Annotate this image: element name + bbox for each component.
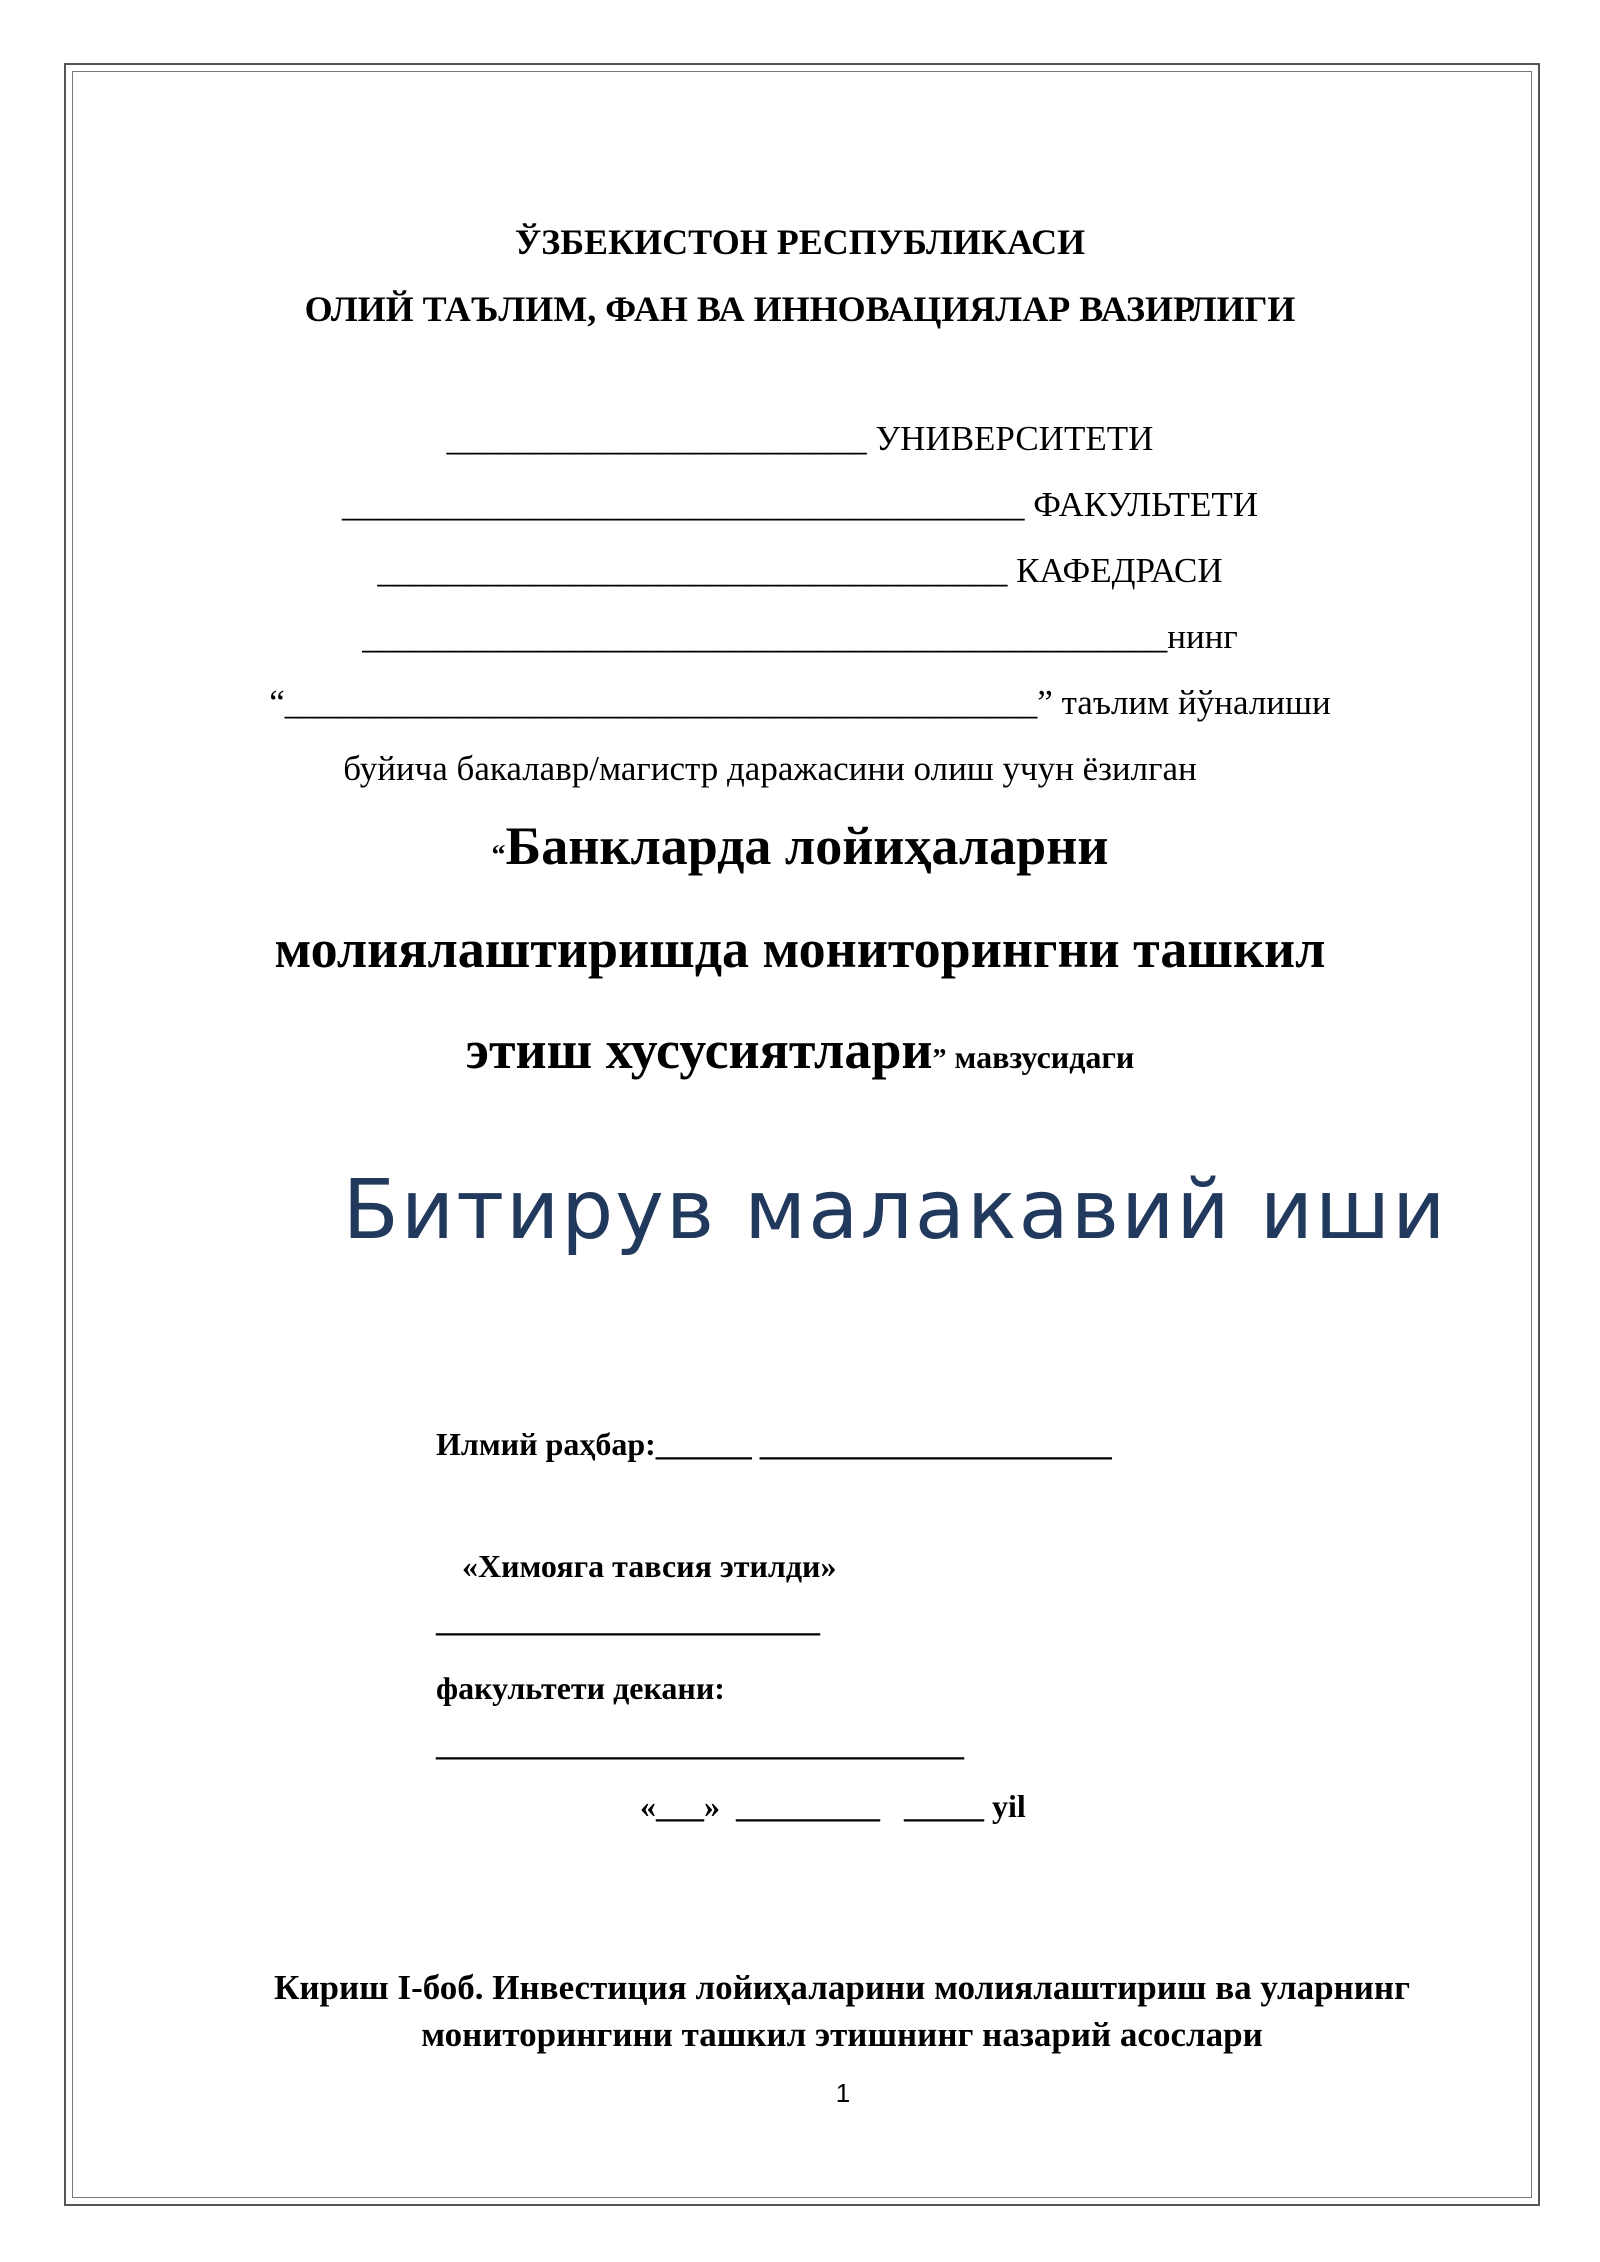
- topic-suffix: мавзусидаги: [946, 1039, 1135, 1075]
- supervisor-field: Илмий раҳбар:______ ______________________: [436, 1426, 1112, 1462]
- signature-line-b: _________________________________: [436, 1726, 964, 1762]
- topic-line-3: этиш хусусиятлари” мавзусидаги: [465, 1020, 1135, 1080]
- recommended-label: «Химояга тавсия этилди»: [462, 1548, 837, 1584]
- degree-line: буйича бакалавр/магистр даражасини олиш учун ёзилган: [343, 749, 1197, 788]
- topic-close-quote: ”: [932, 1044, 947, 1075]
- page-border-inner: [72, 71, 1532, 2198]
- dean-label: факультети декани:: [436, 1670, 725, 1706]
- work-type-banner: Битирув малакавий иши: [342, 1163, 1448, 1258]
- topic-open-quote: “: [491, 840, 506, 871]
- faculty-field: _______________________________________ ФАКУЛЬТЕТИ: [341, 485, 1259, 524]
- toc-line-1: Кириш I-боб. Инвестиция лойиҳаларини молиялаштириш ва уларнинг: [274, 1968, 1410, 2007]
- department-field: ____________________________________ КАФЕДРАСИ: [377, 551, 1223, 590]
- topic-line-2: молиялаштиришда мониторингни ташкил: [274, 919, 1326, 979]
- date-field: «___» _________ _____ yil: [640, 1788, 1026, 1824]
- student-field: ______________________________________________нинг: [362, 617, 1238, 656]
- university-field: ________________________ УНИВЕРСИТЕТИ: [446, 419, 1154, 458]
- country-heading: ЎЗБЕКИСТОН РЕСПУБЛИКАСИ: [514, 222, 1086, 262]
- page-number: 1: [835, 2078, 851, 2108]
- direction-field: “___________________________________________” таълим йўналиши: [269, 683, 1331, 722]
- topic-line-1: “Банкларда лойиҳаларни: [491, 816, 1109, 876]
- signature-line-a: ________________________: [436, 1602, 820, 1638]
- toc-line-2: мониторингини ташкил этишнинг назарий асослари: [421, 2015, 1263, 2054]
- ministry-heading: ОЛИЙ ТАЪЛИМ, ФАН ВА ИННОВАЦИЯЛАР ВАЗИРЛИГИ: [304, 289, 1296, 329]
